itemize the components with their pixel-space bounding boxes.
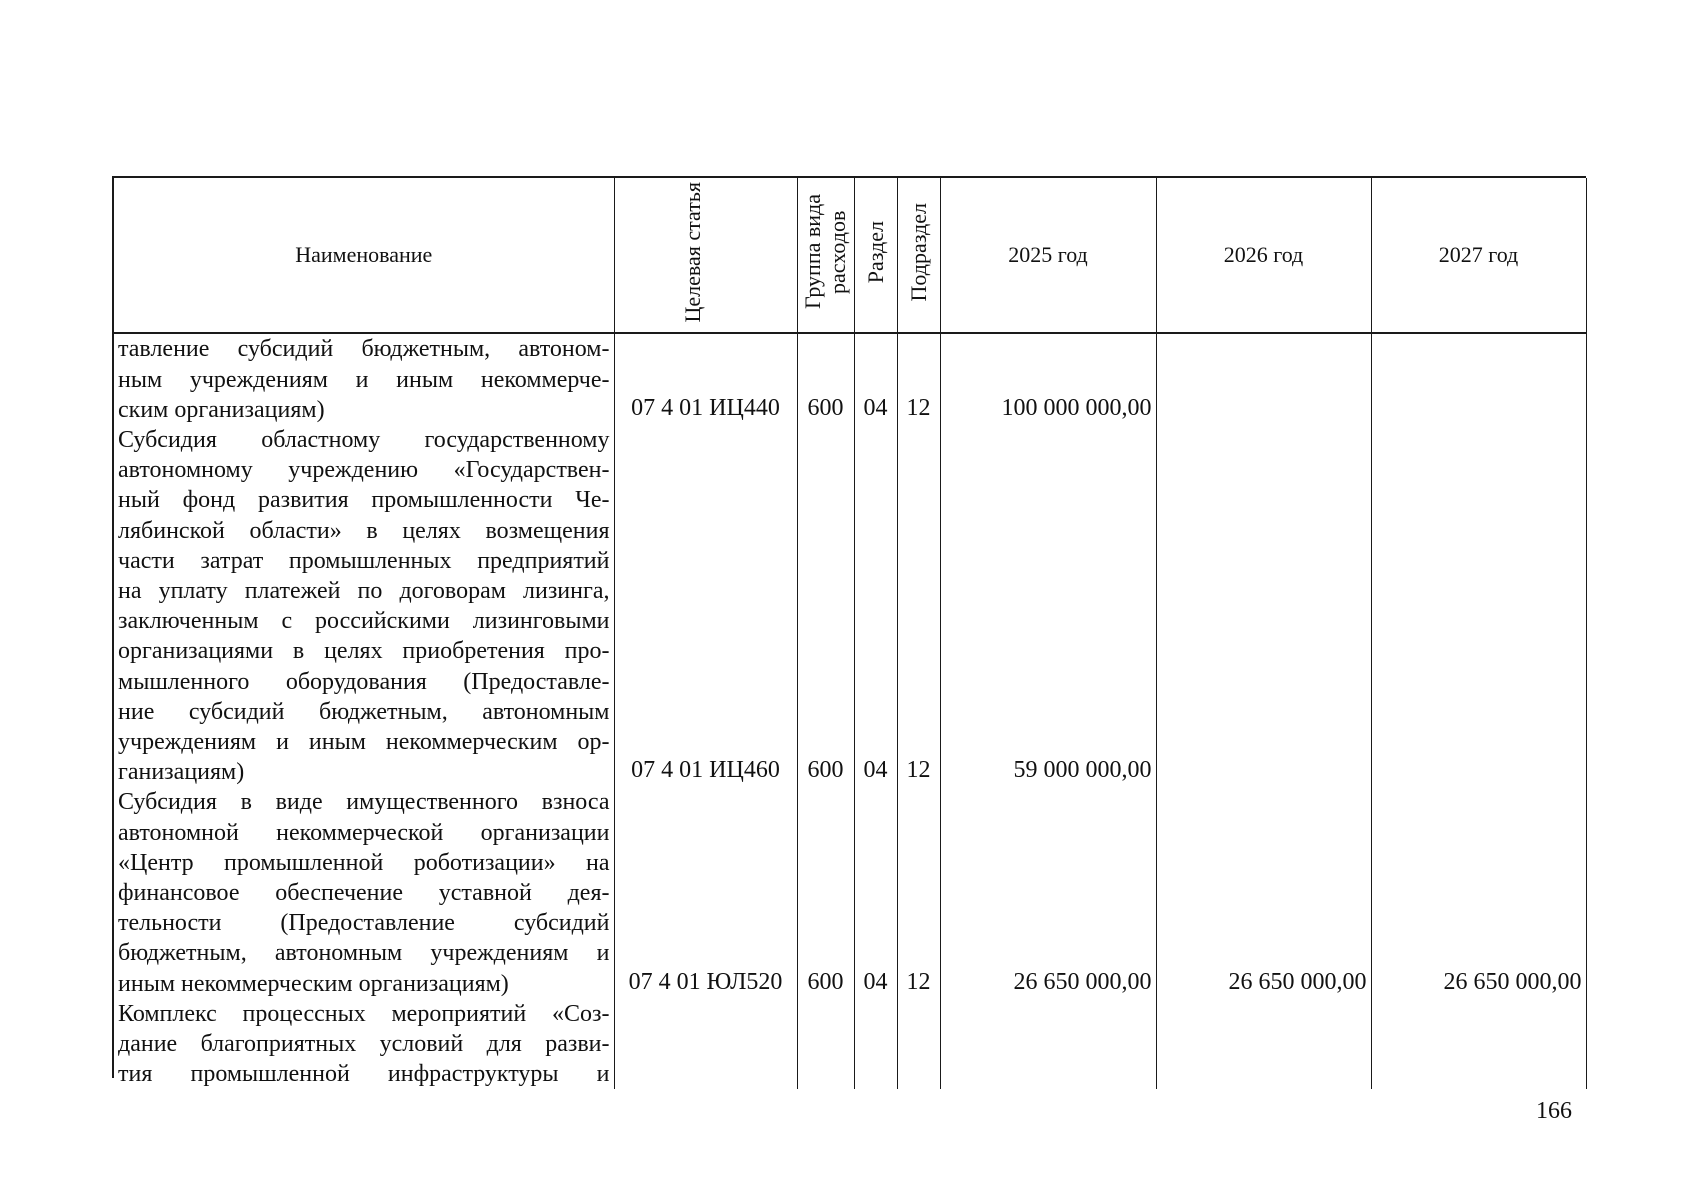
row-section: 04 xyxy=(854,787,897,998)
row-expense-group: 600 xyxy=(797,787,854,998)
row-amount-2026: 26 650 000,00 xyxy=(1156,787,1371,998)
row-name: Субсидия в виде имущественного взноса автономной некоммерческой организации «Центр промышленной роботизации» на финансовое обеспечение уставной дея- тельности (Предоставление субсидий бюджетным, автономным учреждениям и иным некоммерческим организациям) xyxy=(114,787,614,998)
table-row xyxy=(114,999,1586,1090)
row-target-article: 07 4 01 ИЦ460 xyxy=(614,425,797,787)
row-amount-2026 xyxy=(1156,425,1371,787)
table-header-row xyxy=(114,178,1586,333)
row-amount-2026 xyxy=(1156,999,1371,1090)
row-amount-2026 xyxy=(1156,333,1371,425)
row-amount-2027 xyxy=(1371,999,1586,1090)
row-subsection: 12 xyxy=(897,425,940,787)
header-year-2026: 2026 год xyxy=(1156,178,1371,333)
table-row xyxy=(114,425,1586,787)
row-subsection: 12 xyxy=(897,333,940,425)
row-amount-2027 xyxy=(1371,425,1586,787)
row-target-article: 07 4 01 ИЦ440 xyxy=(614,333,797,425)
header-expense-group: Группа вида расходов xyxy=(797,178,854,333)
table-row xyxy=(114,787,1586,998)
row-amount-2025: 100 000 000,00 xyxy=(940,333,1156,425)
row-expense-group: 600 xyxy=(797,425,854,787)
row-expense-group: 600 xyxy=(797,333,854,425)
row-subsection: 12 xyxy=(897,787,940,998)
header-year-2025: 2025 год xyxy=(940,178,1156,333)
row-expense-group xyxy=(797,999,854,1090)
row-name: тавление субсидий бюджетным, автоном- ным учреждениям и иным некоммерче- ским организациям) xyxy=(114,333,614,425)
row-subsection xyxy=(897,999,940,1090)
row-amount-2025 xyxy=(940,999,1156,1090)
row-amount-2027: 26 650 000,00 xyxy=(1371,787,1586,998)
header-year-2027: 2027 год xyxy=(1371,178,1586,333)
row-name: Комплекс процессных мероприятий «Соз- дание благоприятных условий для разви- тия промышленной инфраструктуры и xyxy=(114,999,614,1090)
header-section: Раздел xyxy=(854,178,897,333)
row-target-article xyxy=(614,999,797,1090)
page-number: 166 xyxy=(1536,1098,1572,1124)
row-section: 04 xyxy=(854,333,897,425)
row-amount-2027 xyxy=(1371,333,1586,425)
budget-table xyxy=(114,178,1587,1089)
row-section xyxy=(854,999,897,1090)
row-name: Субсидия областному государственному автономному учреждению «Государствен- ный фонд развития промышленности Че- лябинской области» в целях возмещения части затрат промышленных предприятий на уплату платежей по договорам лизинга, заключенным с российскими лизинговыми организациями в целях приобретения про- мышленного оборудования (Предоставле- ние субсидий бюджетным, автономным учреждениям и иным некоммерческим ор- ганизациям) xyxy=(114,425,614,787)
header-name: Наименование xyxy=(114,178,614,333)
table-row xyxy=(114,333,1586,425)
header-target-article: Целевая статья xyxy=(614,178,797,333)
row-amount-2025: 59 000 000,00 xyxy=(940,425,1156,787)
row-target-article: 07 4 01 ЮЛ520 xyxy=(614,787,797,998)
header-subsection: Подраздел xyxy=(897,178,940,333)
row-section: 04 xyxy=(854,425,897,787)
row-amount-2025: 26 650 000,00 xyxy=(940,787,1156,998)
budget-table-container xyxy=(112,176,1586,1088)
